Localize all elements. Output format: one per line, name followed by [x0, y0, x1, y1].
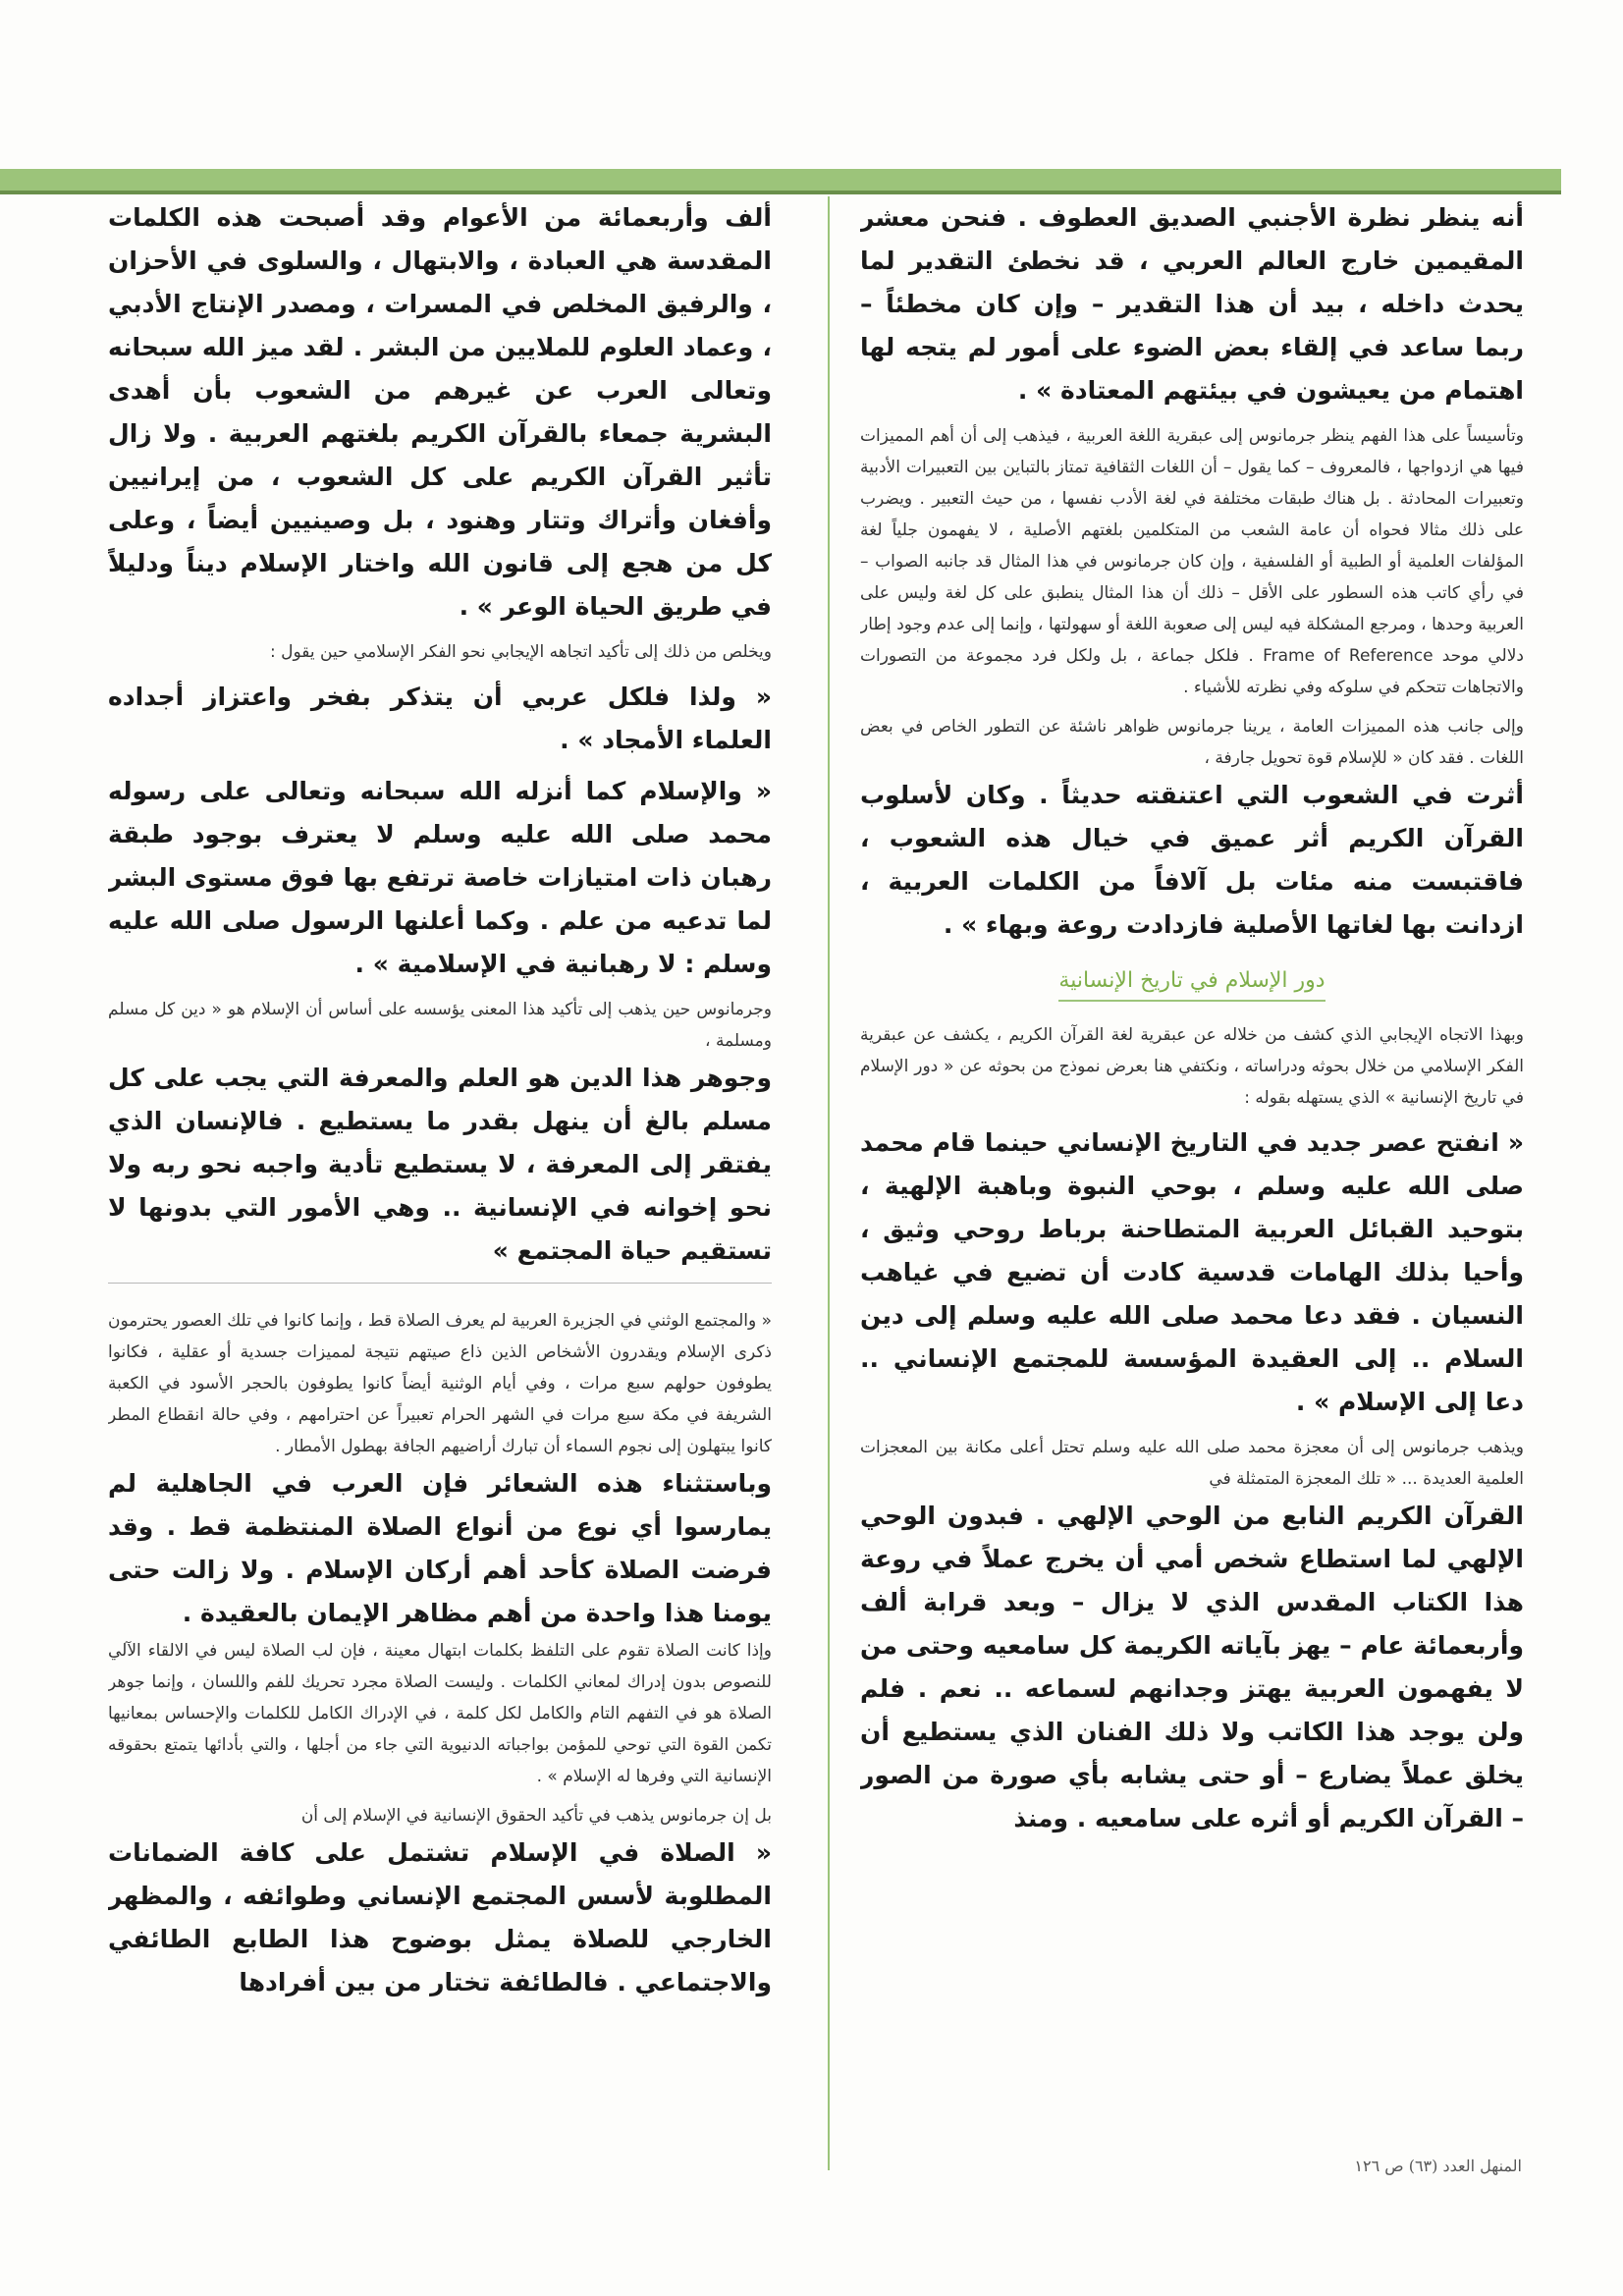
top-accent-bar — [0, 169, 1561, 191]
section-separator — [108, 1283, 772, 1284]
paragraph: « الصلاة في الإسلام تشتمل على كافة الضمانات المطلوبة لأسس المجتمع الإنساني وطوائفه ، والمظهر الخارجي للصلاة يمثل بوضوح هذا الطابع الطائفي والاجتماعي . فالطائفة تختار من بين أفرادها — [108, 1838, 772, 1996]
paragraph: وجرمانوس حين يذهب إلى تأكيد هذا المعنى يؤسسه على أساس أن الإسلام هو « دين كل مسلم ومسلمة ، — [108, 1000, 772, 1051]
paragraph: وإلى جانب هذه المميزات العامة ، يرينا جرمانوس ظواهر ناشئة عن التطور الخاص في بعض اللغات . فقد كان « للإسلام قوة تحويل جارفة ، — [860, 717, 1524, 768]
page-footer: المنهل العدد (٦٣) ص ١٢٦ — [1354, 2157, 1522, 2175]
top-accent-line — [0, 191, 1561, 194]
paragraph: وتأسيساً على هذا الفهم ينظر جرمانوس إلى عبقرية اللغة العربية ، فيذهب إلى أن أهم المميزات فيها هي ازدواجها ، فالمعروف – كما يقول – أن اللغات الثقافية تمتاز بالتباين بين التعبيرات الأدبية وتعبيرات المحادثة . بل هناك طبقات مختلفة في لغة الأدب نفسها ، من حيث التعبير . ويضرب على ذلك مثالا فحواه أن عامة الشعب من المتكلمين بلغتهم الأصلية ، لا يفهمون جلياً لغة المؤلفات العلمية أو الطبية أو الفلسفية ، وإن كان جرمانوس في هذا المثال قد جانبه الصواب – في رأي كاتب هذه السطور على الأقل – ذلك أن هذا المثال ينطبق على كل لغة وليس على العربية وحدها ، ومرجع المشكلة فيه ليس إلى صعوبة اللغة أو سهولتها ، وإنما إلى عدم وجود إطار دلالي موحد Frame of Reference . فلكل جماعة ، بل ولكل فرد مجموعة من التصورات والاتجاهات تتحكم في سلوكه وفي نظرته للأشياء . — [860, 426, 1524, 697]
section-heading: دور الإسلام في تاريخ الإنسانية — [1058, 966, 1325, 1002]
paragraph: وباستثناء هذه الشعائر فإن العرب في الجاهلية لم يمارسوا أي نوع من أنواع الصلاة المنتظمة قط . وقد فرضت الصلاة كأحد أهم أركان الإسلام . ولا زالت حتى يومنا هذا واحدة من أهم مظاهر الإيمان بالعقيدة . — [108, 1469, 772, 1627]
right-column — [860, 196, 1524, 2160]
section-heading-wrap — [860, 966, 1524, 1002]
paragraph: وبهذا الاتجاه الإيجابي الذي كشف من خلاله عن عبقرية لغة القرآن الكريم ، يكشف عن عبقرية الفكر الإسلامي من خلال بحوثه ودراساته ، ونكتفي هنا بعرض نموذج من بحوثه عن « دور الإسلام في تاريخ الإنسانية » الذي يستهله بقوله : — [860, 1025, 1524, 1108]
left-column — [108, 196, 772, 2170]
paragraph: أثرت في الشعوب التي اعتنقته حديثاً . وكان لأسلوب القرآن الكريم أثر عميق في خيال هذه الشعوب ، فاقتبست منه مئات بل آلافاً من الكلمات العربية ، ازدانت بها لغاتها الأصلية فازدادت روعة وبهاء » . — [860, 781, 1524, 939]
column-divider — [828, 196, 830, 2170]
paragraph: ويخلص من ذلك إلى تأكيد اتجاهه الإيجابي نحو الفكر الإسلامي حين يقول : — [270, 642, 772, 662]
paragraph: القرآن الكريم النابع من الوحي الإلهي . فبدون الوحي الإلهي لما استطاع شخص أمي أن يخرج عملاً في روعة هذا الكتاب المقدس الذي لا يزال – وبعد قرابة ألف وأربعمائة عام – يهز بآياته الكريمة كل سامعيه وحتى من لا يفهمون العربية يهتز وجدانهم لسماعه .. نعم . فلم ولن يوجد هذا الكاتب ولا ذلك الفنان الذي يستطيع أن يخلق عملاً يضارع – أو حتى يشابه بأي صورة من الصور – القرآن الكريم أو أثره على سامعيه . ومنذ — [860, 1502, 1524, 1832]
paragraph: ويذهب جرمانوس إلى أن معجزة محمد صلى الله عليه وسلم تحتل أعلى مكانة بين المعجزات العلمية العديدة ... « تلك المعجزة المتمثلة في — [860, 1438, 1524, 1489]
paragraph: « والمجتمع الوثني في الجزيرة العربية لم يعرف الصلاة قط ، وإنما كانوا في تلك العصور يحترمون ذكرى الإسلام ويقدرون الأشخاص الذين ذاع صيتهم نتيجة لمميزات جسدية أو عقلية ، فكانوا يطوفون حولهم سبع مرات ، وفي أيام الوثنية أيضاً كانوا يطوفون بالحجر الأسود في الكعبة الشريفة في مكة سبع مرات في الشهر الحرام تعبيراً عن احترامهم ، وفي حالة انقطاع المطر كانوا يبتهلون إلى نجوم السماء أن تبارك أراضيهم الجافة بهطول الأمطار . — [108, 1311, 772, 1456]
paragraph: وإذا كانت الصلاة تقوم على التلفظ بكلمات ابتهال معينة ، فإن لب الصلاة ليس في الالقاء الآلي للنصوص بدون إدراك لمعاني الكلمات . وليست الصلاة مجرد تحريك للفم واللسان ، وإنما جوهر الصلاة هو في التفهم التام والكامل لكل كلمة ، في الإدراك الكامل للكلمات والإحساس بمعانيها تكمن القوة التي توحي للمؤمن بواجباته الدنيوية التي جاء من أجلها ، والتي بأدائها يتمتع بحقوقه الإنسانية التي وفرها له الإسلام » . — [108, 1641, 772, 1786]
paragraph: بل إن جرمانوس يذهب في تأكيد الحقوق الإنسانية في الإسلام إلى أن — [300, 1806, 772, 1826]
paragraph: أنه ينظر نظرة الأجنبي الصديق العطوف . فنحن معشر المقيمين خارج العالم العربي ، قد نخطئ التقدير لما يحدث داخله ، بيد أن هذا التقدير – وإن كان مخطئاً – ربما ساعد في إلقاء بعض الضوء على أمور لم يتجه لها اهتمام من يعيشون في بيئتهم المعتادة » . — [860, 203, 1524, 405]
paragraph: « ولذا فلكل عربي أن يتذكر بفخر واعتزاز أجداده العلماء الأمجاد » . — [108, 683, 772, 754]
paragraph: وجوهر هذا الدين هو العلم والمعرفة التي يجب على كل مسلم بالغ أن ينهل بقدر ما يستطيع . فالإنسان الذي يفتقر إلى المعرفة ، لا يستطيع تأدية واجبه نحو ربه ولا نحو إخوانه في الإنسانية .. وهي الأمور التي بدونها لا تستقيم حياة المجتمع » — [108, 1064, 772, 1265]
paragraph: ألف وأربعمائة من الأعوام وقد أصبحت هذه الكلمات المقدسة هي العبادة ، والابتهال ، والسلوى في الأحزان ، والرفيق المخلص في المسرات ، ومصدر الإنتاج الأدبي ، وعماد العلوم للملايين من البشر . لقد ميز الله سبحانه وتعالى العرب عن غيرهم من الشعوب بأن أهدى البشرية جمعاء بالقرآن الكريم بلغتهم العربية . ولا زال تأثير القرآن الكريم على كل الشعوب ، من إيرانيين وأفغان وأتراك وتتار وهنود ، بل وصينيين أيضاً ، وعلى كل من هجع إلى قانون الله واختار الإسلام ديناً ودليلاً في طريق الحياة الوعر » . — [108, 203, 772, 621]
paragraph: « انفتح عصر جديد في التاريخ الإنساني حينما قام محمد صلى الله عليه وسلم ، بوحي النبوة وباهبة الإلهية ، بتوحيد القبائل العربية المتطاحنة برباط روحي وثيق ، وأحيا بذلك الهامات قدسية كادت أن تضيع في غياهب النسيان . فقد دعا محمد صلى الله عليه وسلم إلى دين السلام .. إلى العقيدة المؤسسة للمجتمع الإنساني .. دعا إلى الإسلام » . — [860, 1128, 1524, 1416]
paragraph: « والإسلام كما أنزله الله سبحانه وتعالى على رسوله محمد صلى الله عليه وسلم لا يعترف بوجود طبقة رهبان ذات امتيازات خاصة ترتفع بها فوق مستوى البشر لما تدعيه من علم . وكما أعلنها الرسول صلى الله عليه وسلم : لا رهبانية في الإسلامية » . — [108, 777, 772, 978]
